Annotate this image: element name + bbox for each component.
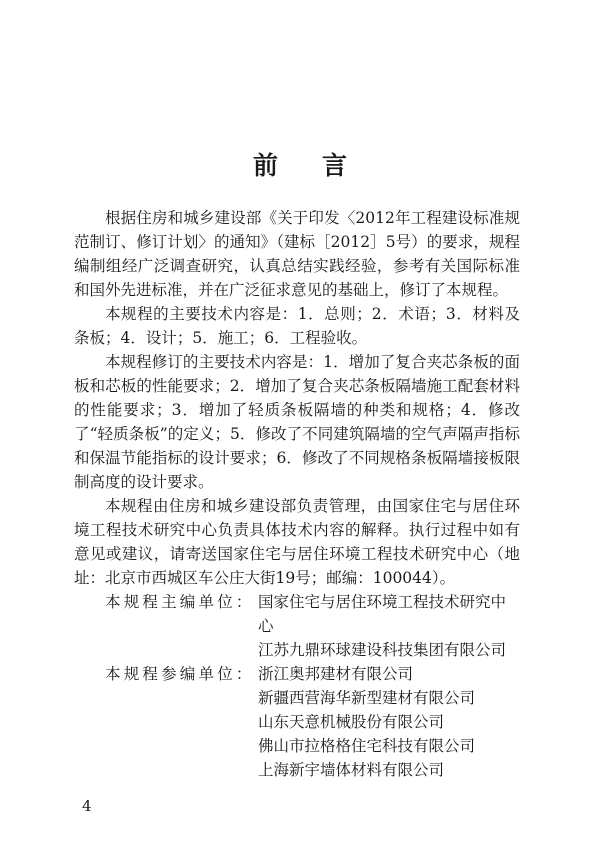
page-title: 前言 (252, 151, 391, 180)
chief-unit: 国家住宅与居住环境工程技术研究中心 (258, 593, 507, 635)
chief-units-label: 本规程主编单位： (105, 593, 255, 611)
body-text (74, 206, 520, 782)
participating-unit: 浙江奥邦建材有限公司 (258, 665, 414, 683)
participating-unit: 上海新宇墙体材料有限公司 (258, 761, 445, 779)
chief-unit: 江苏九鼎环球建设科技集团有限公司 (258, 641, 507, 659)
participating-units-block (74, 662, 520, 782)
chief-units-block (74, 590, 520, 662)
participating-unit: 山东天意机械股份有限公司 (258, 713, 445, 731)
chief-units-list (258, 590, 520, 662)
paragraph-main-content: 本规程的主要技术内容是：1．总则；2．术语；3．材料及条板；4．设计；5．施工；6．工程验收。 (74, 305, 520, 347)
paragraph-basis: 根据住房和城乡建设部《关于印发〈2012年工程建设标准规范制订、修订计划〉的通知》（建标［2012］5号）的要求，规程编制组经广泛调查研究，认真总结实践经验，参考有关国际标准和国外先进标准，并在广泛征求意见的基础上，修订了本规程。 (74, 209, 520, 299)
participating-units-label: 本规程参编单位： (105, 665, 255, 683)
participating-unit: 新疆西营海华新型建材有限公司 (258, 689, 476, 707)
page-number: 4 (82, 797, 92, 815)
paragraph-revision-content: 本规程修订的主要技术内容是：1．增加了复合夹芯条板的面板和芯板的性能要求；2．增加了复合夹芯条板隔墙施工配套材料的性能要求；3．增加了轻质条板隔墙的种类和规格；4．修改了“轻质条板”的定义；5．修改了不同建筑隔墙的空气声隔声指标和保温节能指标的设计要求；6．修改了不同规格条板隔墙接板限制高度的设计要求。 (74, 353, 520, 491)
participating-units-list (258, 662, 520, 782)
paragraph-management: 本规程由住房和城乡建设部负责管理，由国家住宅与居住环境工程技术研究中心负责具体技术内容的解释。执行过程中如有意见或建议，请寄送国家住宅与居住环境工程技术研究中心（地址：北京市西城区车公庄大街19号；邮编：100044）。 (74, 497, 520, 587)
participating-unit: 佛山市拉格格住宅科技有限公司 (258, 737, 476, 755)
